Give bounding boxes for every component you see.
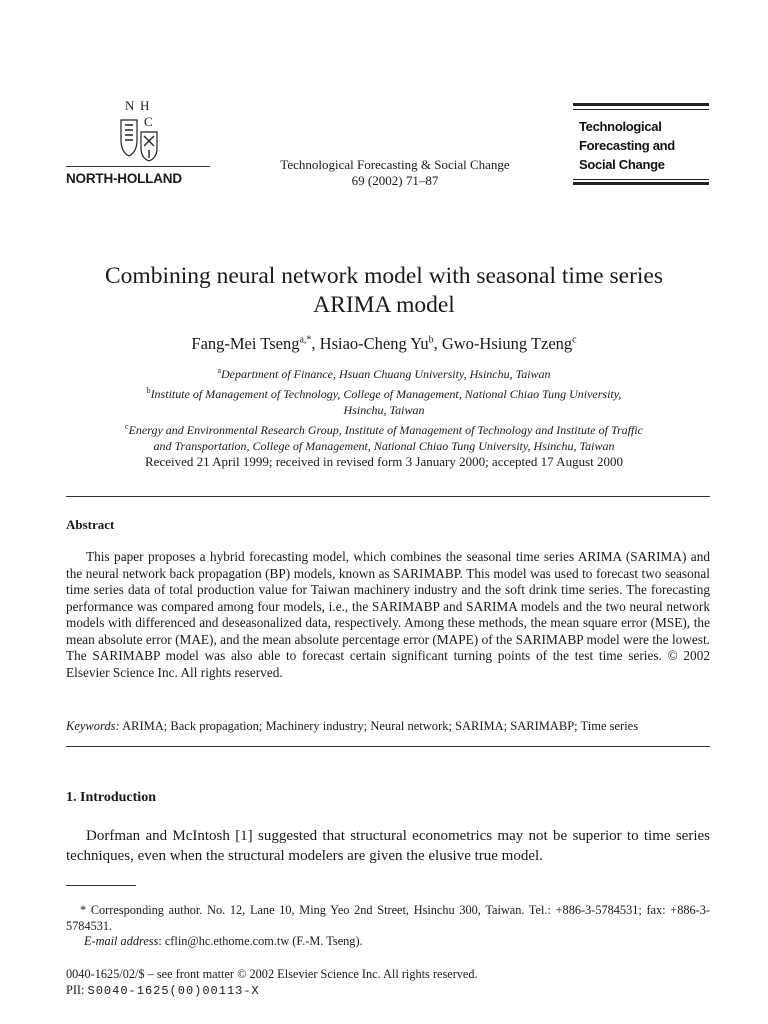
affiliation-b-line2: Hsinchu, Taiwan: [343, 403, 425, 417]
pii-label: PII:: [66, 983, 88, 997]
author-name[interactable]: Fang-Mei Tseng: [191, 334, 300, 353]
email-address[interactable]: : cflin@hc.ethome.com.tw (F.-M. Tseng).: [158, 934, 363, 948]
svg-text:H: H: [140, 98, 150, 113]
author-list: Fang-Mei Tseng$^{a,*}$, Hsiao-Cheng Yu$^b$, Gwo-Hsiung Tzeng$^c$: [191, 334, 577, 353]
affiliations: [40, 363, 728, 455]
email-line: [84, 934, 363, 949]
logo-divider: [66, 166, 210, 167]
brand-rule: [573, 179, 709, 180]
journal-citation: [230, 157, 560, 189]
received-dates: Received 21 April 1999; received in revised form 3 January 2000; accepted 17 August 2000: [145, 454, 623, 469]
affiliation-a: $^a$Department of Finance, Hsuan Chuang University, Hsinchu, Taiwan: [217, 366, 551, 381]
abstract-body: This paper proposes a hybrid forecasting model, which combines the seasonal time series ARIMA (SARIMA) and the neural network back propagation (BP) models, known as SARIMABP. This model was used to forecast two seasonal time series data of total production value for Taiwan machinery industry and the soft drink time series. The forecasting performance was compared among four models, i.e., the SARIMABP and SARIMA models and the two neural network models with differenced and deseasonalized data, respectively. Among these methods, the mean square error (MSE), the mean absolute error (MAE), and the mean absolute percentage error (MAPE) of the SARIMABP model were the lowest. The SARIMABP model was also able to forecast certain significant turning points of the test time series. © 2002 Elsevier Science Inc. All rights reserved.: [66, 549, 710, 680]
journal-issue: 69 (2002) 71–87: [351, 173, 439, 188]
footnote-divider: [66, 885, 136, 886]
pii-value: S0040-1625(00)00113-X: [87, 984, 260, 998]
article-title: Combining neural network model with seasonal time series ARIMA model: [104, 263, 663, 318]
north-holland-emblem-icon: [117, 98, 161, 162]
svg-text:N: N: [125, 98, 135, 113]
author-affiliation-mark: c: [572, 334, 577, 346]
introduction-body: Dorfman and McIntosh [1] suggested that structural econometrics may not be superior to time series techniques, even when the structural modelers are given the elusive true model.: [66, 828, 710, 864]
keywords-label: Keywords:: [66, 719, 120, 733]
affiliation-b: $^b$Institute of Management of Technology, College of Management, National Chiao Tung University,: [146, 385, 622, 401]
email-label: E-mail address: [84, 934, 159, 948]
brand-rule: [573, 109, 709, 110]
section-heading-introduction: 1. Introduction: [66, 790, 156, 805]
author-name[interactable]: Gwo-Hsiung Tzeng: [441, 334, 573, 353]
affiliation-c-line2: and Transportation, College of Management, National Chiao Tung University, Hsinchu, Taiwan: [153, 439, 615, 453]
keywords-list: ARIMA; Back propagation; Machinery industry; Neural network; SARIMA; SARIMABP; Time series: [119, 719, 639, 733]
svg-text:C: C: [144, 114, 153, 129]
publisher-name: NORTH-HOLLAND: [66, 171, 182, 186]
author-name[interactable]: Hsiao-Cheng Yu: [319, 334, 429, 353]
author-affiliation-mark: a,*: [299, 334, 312, 346]
author-affiliation-mark: b: [428, 334, 434, 346]
affiliation-c: $^c$Energy and Environmental Research Group, Institute of Management of Technology and Institute of Traffic: [125, 421, 643, 437]
journal-brand-text: Technological Forecasting and Social Change: [579, 119, 675, 172]
section-divider: [66, 746, 710, 747]
keywords: [66, 719, 710, 734]
journal-brand: [573, 103, 709, 186]
publisher-logo: [66, 98, 212, 190]
brand-rule: [573, 103, 709, 106]
issn-copyright: 0040-1625/02/$ – see front matter © 2002 Elsevier Science Inc. All rights reserved.: [66, 967, 478, 981]
abstract-heading: Abstract: [66, 517, 115, 532]
pii-line: [66, 983, 260, 998]
section-divider: [66, 496, 710, 497]
corresponding-author-footnote: * Corresponding author. No. 12, Lane 10, Ming Yeo 2nd Street, Hsinchu 300, Taiwan. Tel.: +886-3-5784531; fax: +886-3-5784531.: [66, 903, 710, 933]
brand-rule: [573, 182, 709, 185]
journal-name: Technological Forecasting & Social Change: [280, 157, 510, 172]
